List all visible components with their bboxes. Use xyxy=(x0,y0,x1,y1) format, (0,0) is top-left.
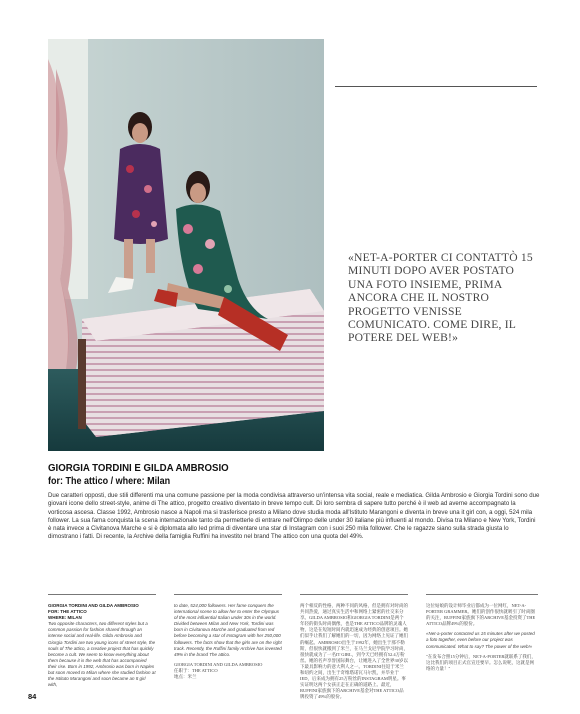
col4-cn-quote: "在发布合照15分钟后，NET-A-PORTER就联系了我们，这比我们的项目正式官宣还要早。怎么说呢，这就是网络的力量！" xyxy=(426,653,536,671)
col4-cn-text: 这位姑娘的设计师毕业后都成为一位网红，NET-A-PORTER GRAMMER。她们的创作很快就吸引了时尚圈的关注，RUFFINI家族旗下的ARCHIVE基金投资了THE ATTICO品牌49%的股份。 xyxy=(426,603,536,627)
col1-title-1: GIORGIA TORDINI AND GILDA AMBROSIO xyxy=(48,603,139,608)
translation-column-1 xyxy=(48,603,156,703)
col3-text: 两个相反的性格，两种不同的风格，但是拥有对时尚的共同热爱，通过真实生活中和网络上紧密的社交来分享。GILDA AMBROSIO和GIORGIA TORDINI是两个年轻的街头时尚偶像，也是THE ATTICO品牌的灵魂人物，这是在短短时间内就迅速成为经典的创意项目。她们似乎让我们了解她们的一切，因为网络上见证了她们的崛起。AMBROSIO出生于1992年，她出生于那不勒斯，但很快就搬到了米兰，在马兰戈尼学院学习时尚，很快就成为了一名IT GIRL，到今天已经拥有52.4万粉丝。她的名声享誉国际舞台，让她进入了全世界30岁以下最具影响力的意大利人之一。TORDINI往返于米兰和纽约之间，出生于奇维塔诺瓦马尔凯，并毕业于IED，后来成为拥有25万粉丝的INSTAGRAM明星。事实证明这两个女孩正走在正确的道路上。最近，RUFFINI家族旗下的ARCHIVE基金对THE ATTICO品牌投资了49%的股份。 xyxy=(300,603,408,700)
translation-column-3 xyxy=(300,603,408,703)
col2-cn-title-1: GIORGIA TORDINI AND GILDA AMBROSIO xyxy=(174,661,263,667)
article-body-italian: Due caratteri opposti, due stili differenti ma una comune passione per la moda condivisa attraverso un'intensa vita social, reale e mediatica. Gilda Ambrosio e Giorgia Tordini sono due giovani icone dello street-style, anime di The attico, progetto creativo diventato in breve tempo cult. Di loro sembra di sapere tutto perché è il web ad averne accompagnato la vorticosa ascesa. Classe 1992, Ambrosio nasce a Napoli ma si trasferisce presto a Milano dove studia moda all'Istituto Marangoni e diventa in breve una it girl con, a oggi, 524 mila follower. La sua fama conquista la scena internazionale tanto da permetterle di entrare nell'Olimpo delle under 30 italiane più influenti al mondo. Divisa tra Milano e New York, Tordini è nata invece a Civitanova Marche e si è diplomata allo Ied prima di diventare una star di Instagram con i suoi 250 mila follower. Che le ragazze siano sulla strada giusta lo dimostrano i fatti. Di recente, la Archive della famiglia Ruffini ha investito nel brand The attico con una quota del 49%. xyxy=(48,492,540,541)
article-headline: GIORGIA TORDINI E GILDA AMBROSIO xyxy=(48,462,229,474)
col2-cn-title-2: 任职于：THE ATTICO xyxy=(174,667,218,673)
col1-title-2: FOR: THE ATTICO xyxy=(48,609,87,615)
column-divider xyxy=(426,594,538,595)
pull-quote: «NET-A-PORTER CI CONTATTÒ 15 MINUTI DOPO AVER POSTATO UNA FOTO INSIEME, PRIMA ANCORA CHE IL NOSTRO PROGETTO VENISSE COMUNICATO. COME DIRE, IL POTERE DEL WEB!» xyxy=(348,251,533,345)
column-divider xyxy=(174,594,282,595)
col4-en-quote: «Net-a-porter contacted us 15 minutes after we posted a foto together, even before our project was communicated. What to say? The power of the web!» xyxy=(426,631,535,649)
col1-title-3: WHERE: MILAN xyxy=(48,615,82,621)
column-divider xyxy=(48,594,156,595)
quote-divider xyxy=(335,86,537,87)
editorial-photo xyxy=(48,39,324,451)
article-subheadline: for: The attico / where: Milan xyxy=(48,476,171,487)
col1-text: Two opposite characters, two different styles but a common passion for fashion shared through an intense social and real-life. Gilda Ambrosio and Giorgia Tordini are two young icons of street style, the souls of The attico, a creative project that has quickly become a cult. We seem to know everything about them because it is the web that has accompanied their rise. Born in 1992, Ambrosio was born in Naples but soon moved to Milan where she studied fashion at the Istituto Marangoni and soon became an It girl with, xyxy=(48,621,156,688)
col2-cn-title-3: 地点：米兰 xyxy=(174,674,197,680)
column-divider xyxy=(300,594,408,595)
photo-illustration xyxy=(48,39,324,451)
translation-column-4 xyxy=(426,603,538,703)
col2-text: to date, 524,000 followers. Her fame conquers the international scene to allow her to enter the Olympus of the most influential Italian under 30s in the world. Divided between Milan and New York, Tordini was born in Civitanova Marche and graduated from Ied before becoming a star of Instagram with her 250,000 followers. The facts show that the girls are on the right track. Recently, the Ruffini family Archive has invested 49% in the brand The attico. xyxy=(174,603,282,657)
translation-column-2 xyxy=(174,603,282,703)
page-number: 84 xyxy=(28,692,37,701)
